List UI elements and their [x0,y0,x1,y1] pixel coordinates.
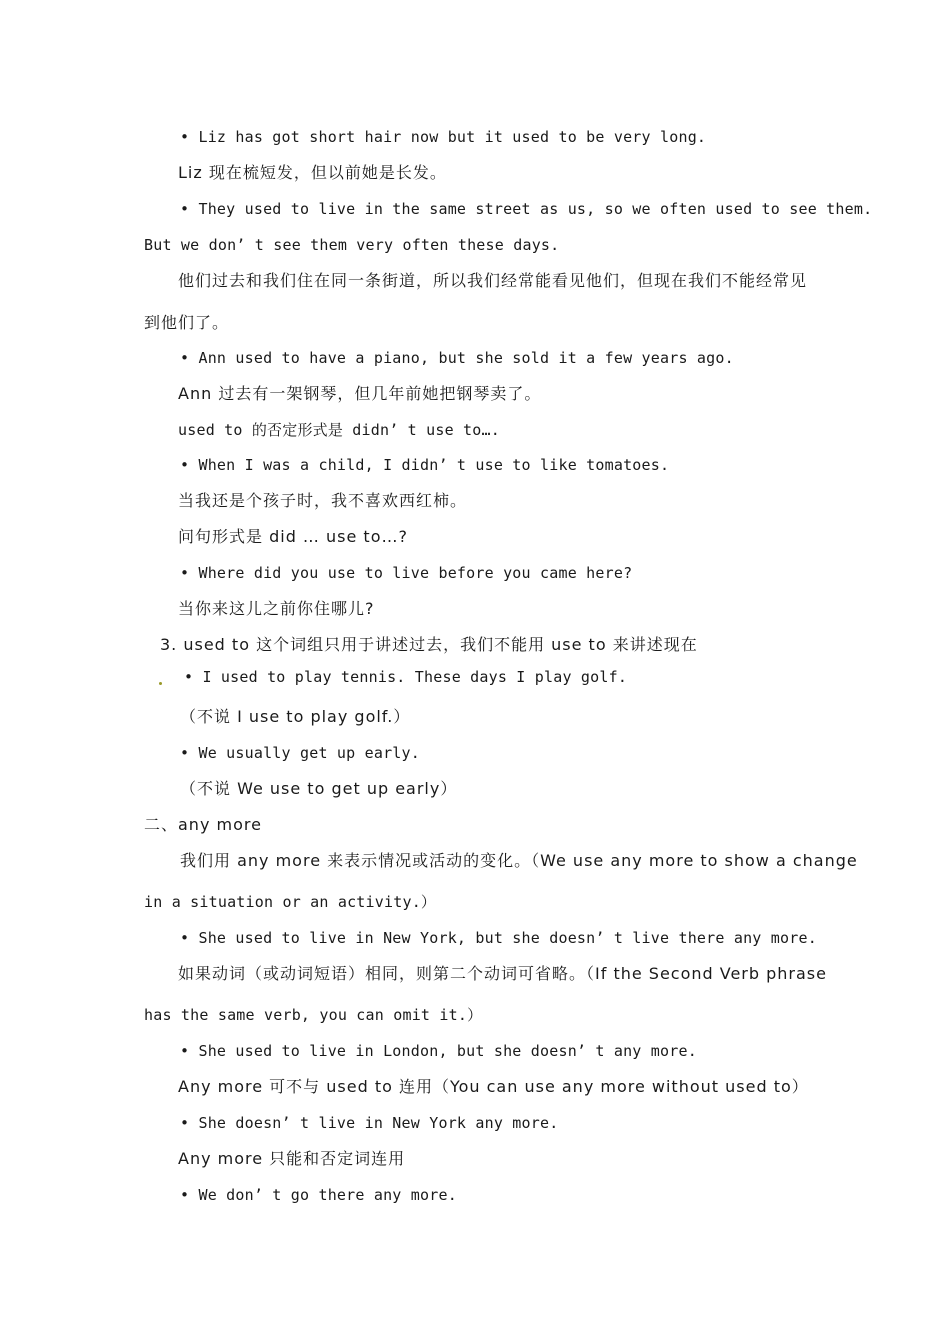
example-where-live: • Where did you use to live before you came here? [180,564,633,582]
example-tennis: • I used to play tennis. These days I play golf. [184,668,628,686]
rule-omit-second-verb-cont: has the same verb, you can omit it.） [144,1006,483,1024]
section-heading-any-more: 二、any more [144,815,262,834]
bullet-mark [159,682,162,685]
note-not-use-to-golf: （不说 I use to play golf.） [180,707,411,726]
example-get-up-early: • We usually get up early. [180,744,420,762]
rule-any-more-change-cont: in a situation or an activity.） [144,893,437,911]
translation-tomatoes: 当我还是个孩子时，我不喜欢西红柿。 [178,491,468,510]
rule-omit-second-verb: 如果动词（或动词短语）相同，则第二个动词可省略。（If the Second Verb phrase [178,964,827,983]
translation-same-street: 他们过去和我们住在同一条街道，所以我们经常能看见他们，但现在我们不能经常见 [178,271,808,290]
example-same-street: • They used to live in the same street as us, so we often used to see them. [180,200,873,218]
rule-3-past-only: 3. used to 这个词组只用于讲述过去，我们不能用 use to 来讲述现在 [160,635,698,654]
translation-liz-hair: Liz 现在梳短发，但以前她是长发。 [178,163,447,182]
rule-question-form: 问句形式是 did … use to…? [178,527,408,546]
example-london: • She used to live in London, but she doesn’ t any more. [180,1042,697,1060]
example-liz-hair: • Liz has got short hair now but it used to be very long. [180,128,707,146]
translation-where-live: 当你来这儿之前你住哪儿? [178,599,375,618]
note-not-use-to-early: （不说 We use to get up early） [180,779,458,798]
rule-negative-only: Any more 只能和否定词连用 [178,1149,406,1168]
rule-without-used-to: Any more 可不与 used to 连用（You can use any more without used to） [178,1077,809,1096]
example-new-york: • She used to live in New York, but she doesn’ t live there any more. [180,929,817,947]
example-go-there: • We don’ t go there any more. [180,1186,457,1204]
example-new-york-any-more: • She doesn’ t live in New York any more. [180,1114,559,1132]
rule-any-more-change: 我们用 any more 来表示情况或活动的变化。（We use any more to show a change [180,851,858,870]
rule-negative-form: used to 的否定形式是 didn’ t use to…. [178,421,500,439]
translation-same-street-cont: 到他们了。 [144,313,230,332]
example-same-street-cont: But we don’ t see them very often these days. [144,236,560,254]
example-tomatoes: • When I was a child, I didn’ t use to like tomatoes. [180,456,670,474]
translation-ann-piano: Ann 过去有一架钢琴，但几年前她把钢琴卖了。 [178,384,542,403]
example-ann-piano: • Ann used to have a piano, but she sold it a few years ago. [180,349,734,367]
